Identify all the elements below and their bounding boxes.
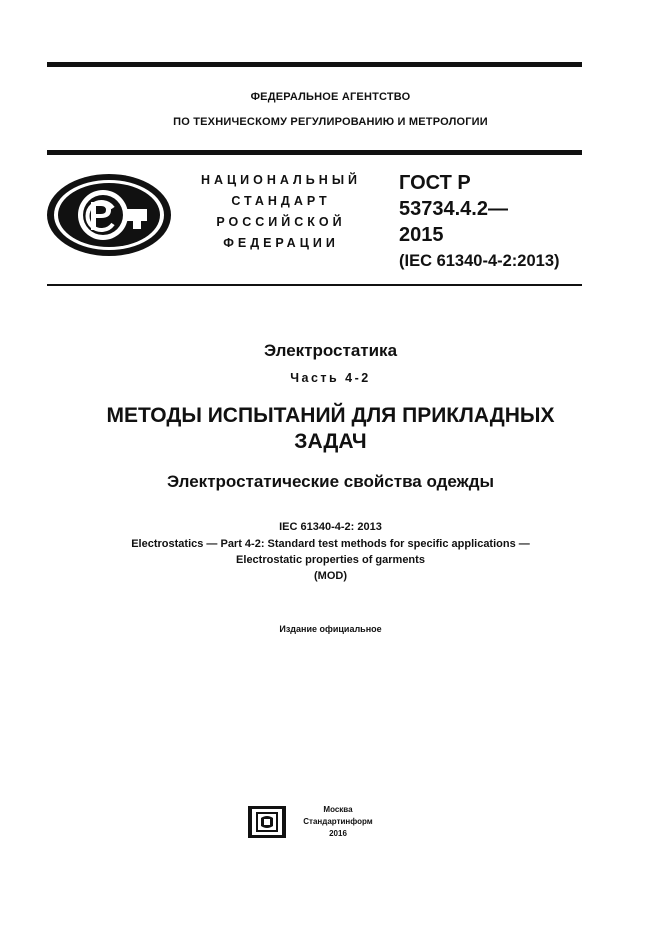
subtitle: Электростатические свойства одежды xyxy=(166,472,495,491)
iec-reference: (IEC 61340-4-2:2013) xyxy=(399,252,560,270)
national-standard-label xyxy=(186,170,376,254)
gost-emblem-logo xyxy=(45,172,173,258)
iec-title-line-2: Electrostatic properties of garments xyxy=(236,554,425,566)
publisher-city: Москва xyxy=(323,805,353,814)
publisher-name: Стандартинформ xyxy=(303,817,373,826)
iec-code: IEC 61340-4-2: 2013 xyxy=(279,521,382,533)
edition-label: Издание официальное xyxy=(279,624,382,634)
national-line-3: РОССИЙСКОЙ xyxy=(216,215,346,229)
publisher-logo xyxy=(248,806,286,838)
national-line-2: СТАНДАРТ xyxy=(231,194,331,208)
gost-line-3: 2015 xyxy=(399,224,444,246)
block-rule xyxy=(47,284,582,286)
gost-line-1: ГОСТ Р xyxy=(399,172,471,194)
national-line-1: НАЦИОНАЛЬНЫЙ xyxy=(200,173,362,187)
header-rule xyxy=(47,150,582,155)
gost-designation xyxy=(399,170,599,274)
publisher-info xyxy=(293,804,383,840)
gost-line-2: 53734.4.2— xyxy=(399,198,508,220)
publisher-year: 2016 xyxy=(329,829,347,838)
agency-line-2: ПО ТЕХНИЧЕСКОМУ РЕГУЛИРОВАНИЮ И МЕТРОЛОГИИ xyxy=(173,116,488,128)
part-label: Часть 4-2 xyxy=(290,371,371,385)
iec-title-line-1: Electrostatics — Part 4-2: Standard test methods for specific applications — xyxy=(131,538,530,550)
main-title: Электростатика xyxy=(263,341,398,360)
heading-line-2: ЗАДАЧ xyxy=(294,430,367,453)
national-line-4: ФЕДЕРАЦИИ xyxy=(223,236,339,250)
modification-label: (MOD) xyxy=(314,570,347,582)
heading-line-1: МЕТОДЫ ИСПЫТАНИЙ ДЛЯ ПРИКЛАДНЫХ xyxy=(106,404,555,427)
agency-line-1: ФЕДЕРАЛЬНОЕ АГЕНТСТВО xyxy=(250,91,411,103)
top-rule xyxy=(47,62,582,67)
